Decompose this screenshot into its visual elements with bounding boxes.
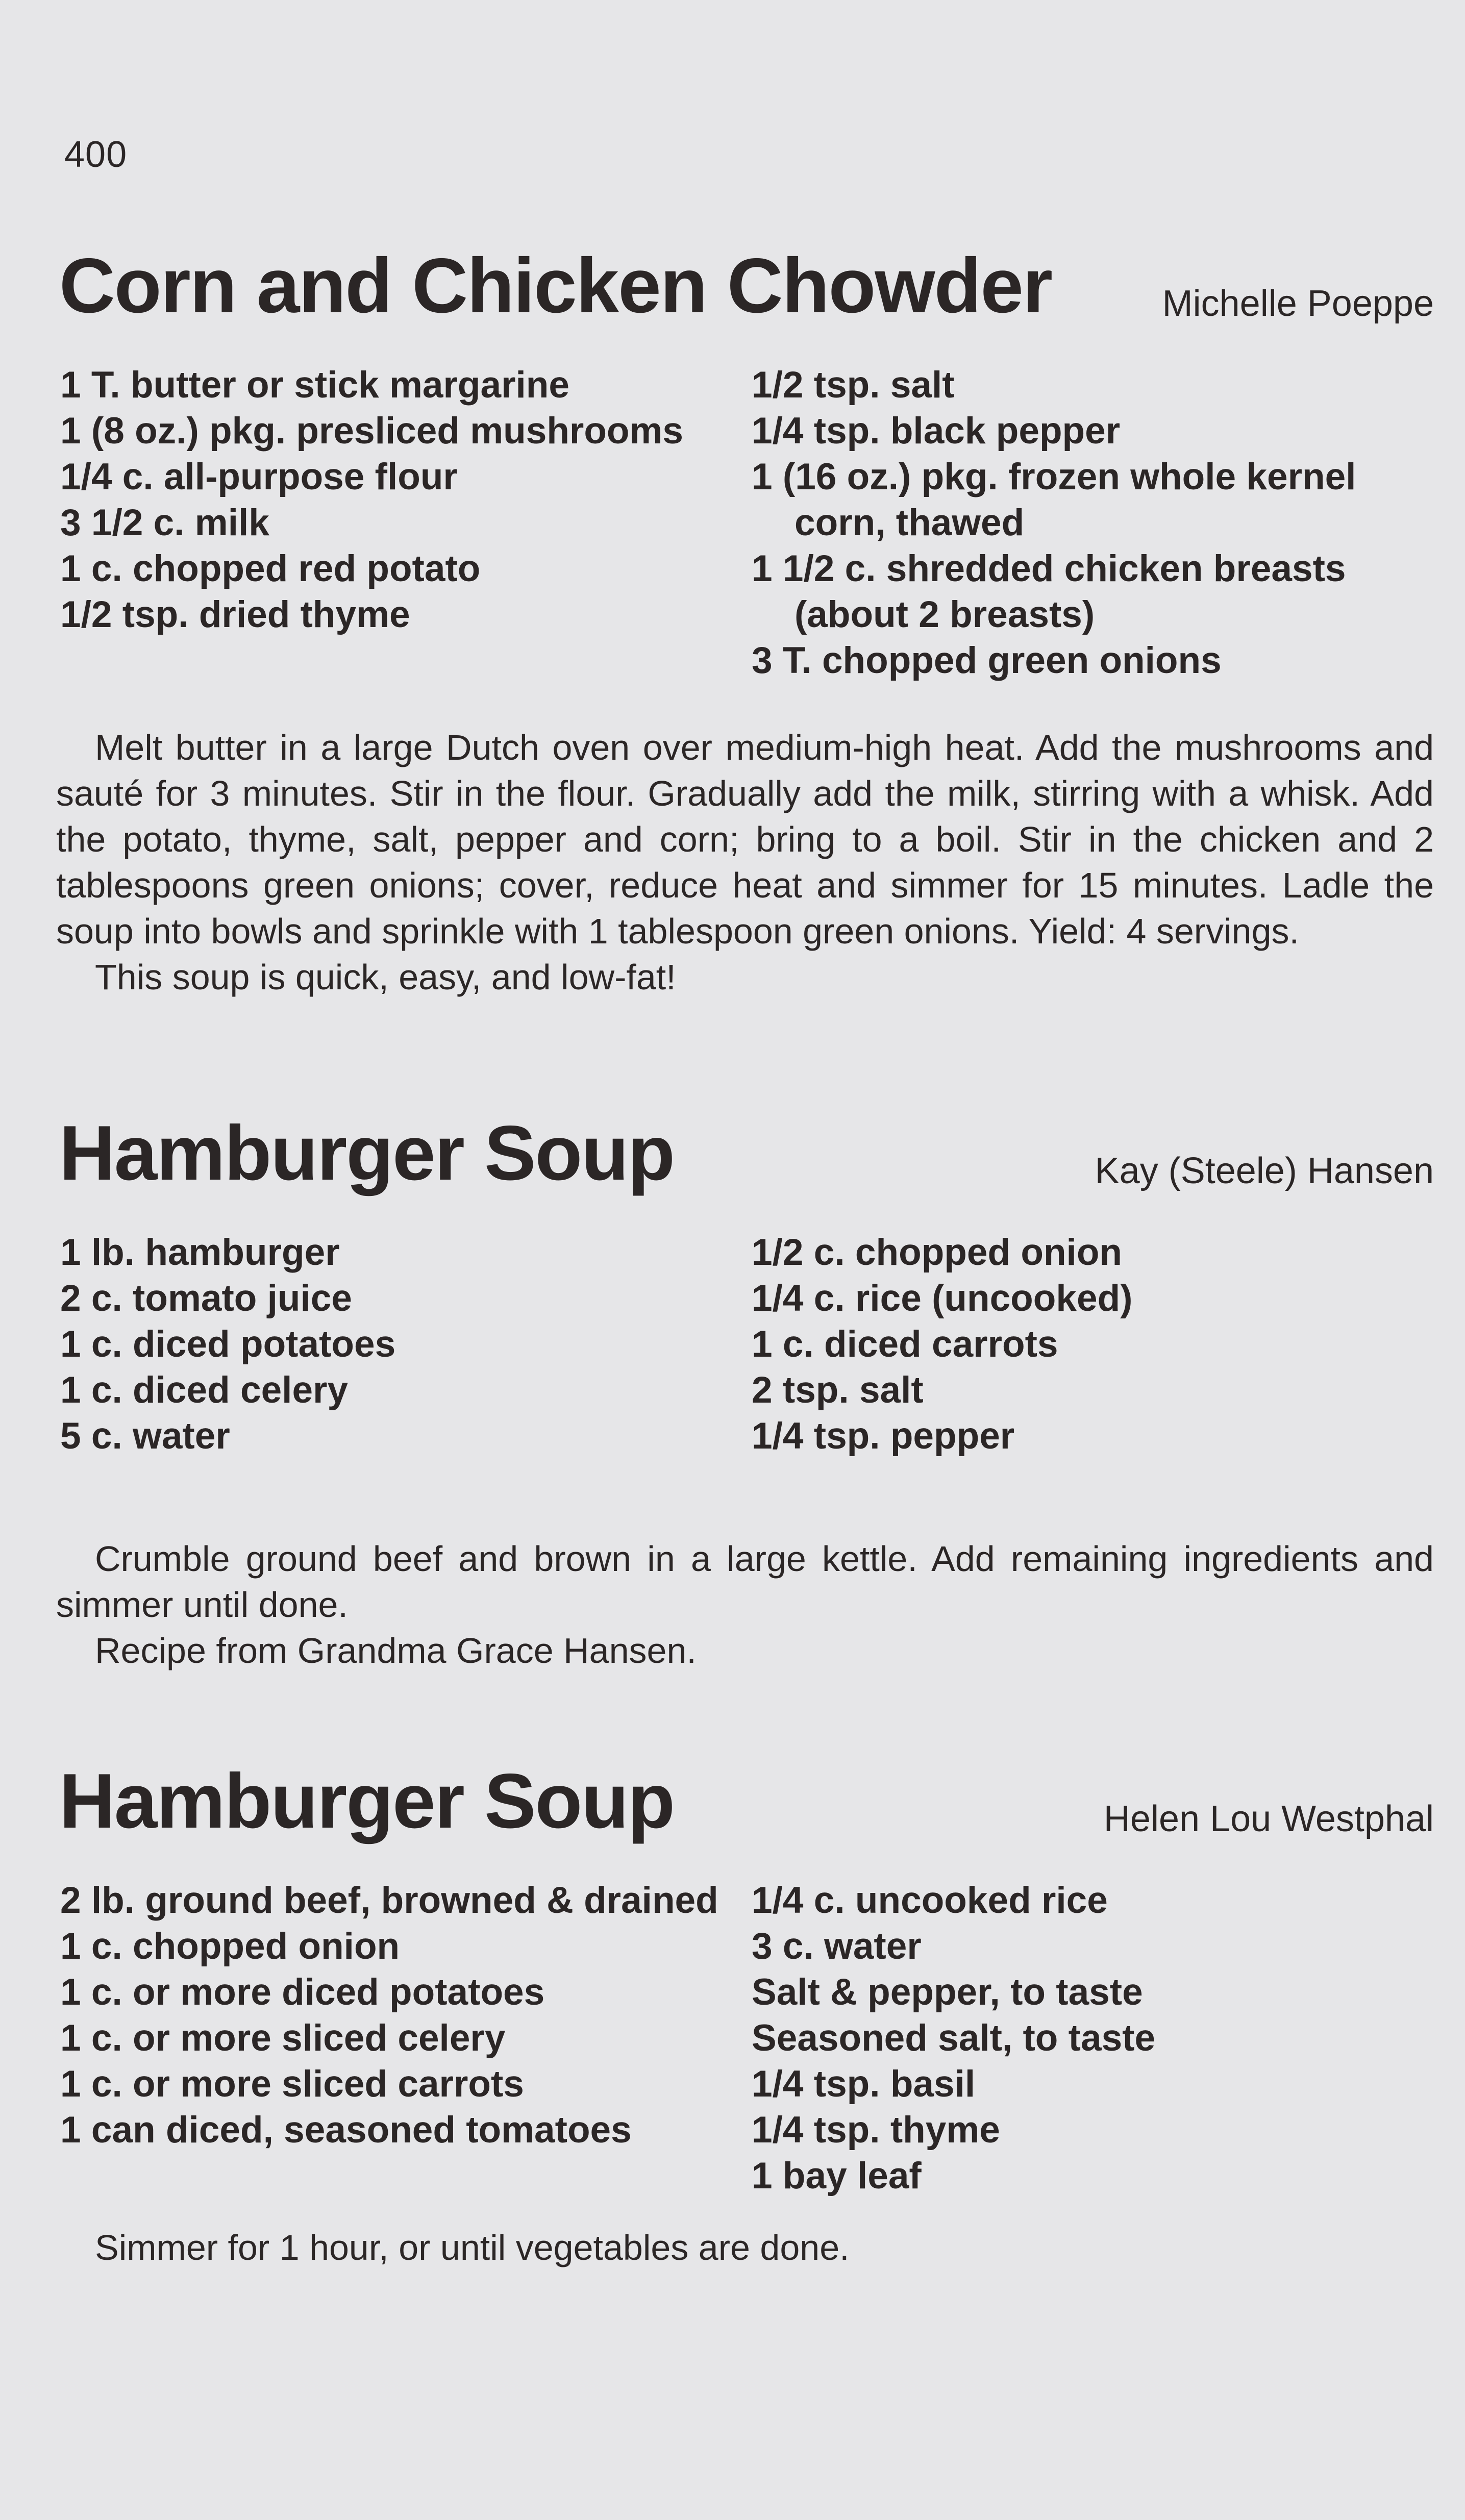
ingredient-item: 1/4 c. all-purpose flour [60, 456, 458, 497]
ingredient-item: 1 lb. hamburger [60, 1232, 340, 1273]
ingredient-item: Salt & pepper, to taste [752, 1972, 1143, 2013]
ingredient-item: 1/4 c. rice (uncooked) [752, 1278, 1133, 1319]
recipe-corn-chicken-chowder [56, 240, 1434, 1000]
ingredient-item: 1/4 tsp. thyme [752, 2109, 1000, 2151]
ingredient-column-right [752, 1230, 1415, 1459]
ingredient-item: 1 c. diced carrots [752, 1324, 1058, 1365]
ingredient-item: 1/2 tsp. dried thyme [60, 594, 410, 635]
recipe-directions [56, 2225, 1434, 2271]
recipe-author: Kay (Steele) Hansen [1095, 1151, 1434, 1191]
recipe-directions [56, 725, 1434, 1000]
ingredient-list [56, 1878, 1434, 2225]
page-number: 400 [64, 134, 128, 175]
recipe-directions [56, 1536, 1434, 1674]
ingredient-item: 1 c. or more diced potatoes [60, 1972, 545, 2013]
ingredient-item: 1 c. chopped onion [60, 1926, 400, 1967]
ingredient-item: 1 c. or more sliced carrots [60, 2063, 524, 2105]
ingredient-item: 1/4 c. uncooked rice [752, 1880, 1108, 1921]
ingredient-item: 3 T. chopped green onions [752, 640, 1222, 681]
recipe-author: Helen Lou Westphal [1103, 1799, 1434, 1839]
recipe-author: Michelle Poeppe [1162, 283, 1434, 324]
ingredient-item: 1 c. or more sliced celery [60, 2017, 506, 2059]
recipe-title: Corn and Chicken Chowder [59, 242, 1052, 329]
recipe-hamburger-soup-westphal [56, 1755, 1434, 2271]
ingredient-item: 1 (16 oz.) pkg. frozen whole kernel corn, thawed [752, 456, 1356, 543]
ingredient-item: 1/2 c. chopped onion [752, 1232, 1123, 1273]
ingredient-item: 1 T. butter or stick margarine [60, 364, 569, 406]
recipe-note: Recipe from Grandma Grace Hansen. [95, 1631, 697, 1670]
ingredient-item: 2 lb. ground beef, browned & drained [60, 1880, 718, 1921]
ingredient-item: 1/2 tsp. salt [752, 364, 955, 406]
ingredient-column-right [752, 362, 1415, 684]
ingredient-item: 1/4 tsp. black pepper [752, 410, 1121, 452]
ingredient-item: Seasoned salt, to taste [752, 2017, 1156, 2059]
ingredient-column-left [60, 1230, 724, 1459]
directions-paragraph: Simmer for 1 hour, or until vegetables are done. [95, 2228, 850, 2267]
ingredient-column-left [60, 362, 724, 638]
directions-paragraph: Melt butter in a large Dutch oven over medium-high heat. Add the mushrooms and sauté for 3 minutes. Stir in the flour. Gradually add the milk, stirring with a whisk. Add the potato, thyme, salt, pepper and corn; bring to a boil. Stir in the chicken and 2 tablespoons green onions; cover, reduce heat and simmer for 15 minutes. Ladle the soup into bowls and sprinkle with 1 tablespoon green onions. Yield: 4 servings. [56, 728, 1434, 951]
ingredient-item: 2 tsp. salt [752, 1369, 924, 1411]
recipe-header [56, 240, 1434, 342]
ingredient-item: 1 c. chopped red potato [60, 548, 481, 589]
recipe-hamburger-soup-hansen [56, 1107, 1434, 1674]
recipe-note: This soup is quick, easy, and low-fat! [95, 957, 676, 997]
ingredient-item: 1 bay leaf [752, 2155, 922, 2197]
ingredient-item: 1 (8 oz.) pkg. presliced mushrooms [60, 410, 684, 452]
ingredient-item: 3 c. water [752, 1926, 922, 1967]
ingredient-item: 1 c. diced potatoes [60, 1324, 396, 1365]
ingredient-item: 1/4 tsp. pepper [752, 1415, 1015, 1457]
recipe-title: Hamburger Soup [59, 1110, 674, 1196]
ingredient-list [56, 1230, 1434, 1536]
ingredient-column-right [752, 1878, 1415, 2199]
ingredient-list [56, 362, 1434, 725]
directions-paragraph: Crumble ground beef and brown in a large kettle. Add remaining ingredients and simmer until done. [56, 1539, 1434, 1625]
recipe-title: Hamburger Soup [59, 1758, 674, 1844]
ingredient-item: 1/4 tsp. basil [752, 2063, 976, 2105]
ingredient-item: 1 can diced, seasoned tomatoes [60, 2109, 632, 2151]
recipe-header [56, 1755, 1434, 1857]
ingredient-item: 1 1/2 c. shredded chicken breasts (about 2 breasts) [752, 548, 1346, 635]
ingredient-item: 2 c. tomato juice [60, 1278, 352, 1319]
ingredient-item: 1 c. diced celery [60, 1369, 349, 1411]
recipe-header [56, 1107, 1434, 1209]
ingredient-item: 5 c. water [60, 1415, 230, 1457]
ingredient-item: 3 1/2 c. milk [60, 502, 269, 543]
ingredient-column-left [60, 1878, 724, 2153]
